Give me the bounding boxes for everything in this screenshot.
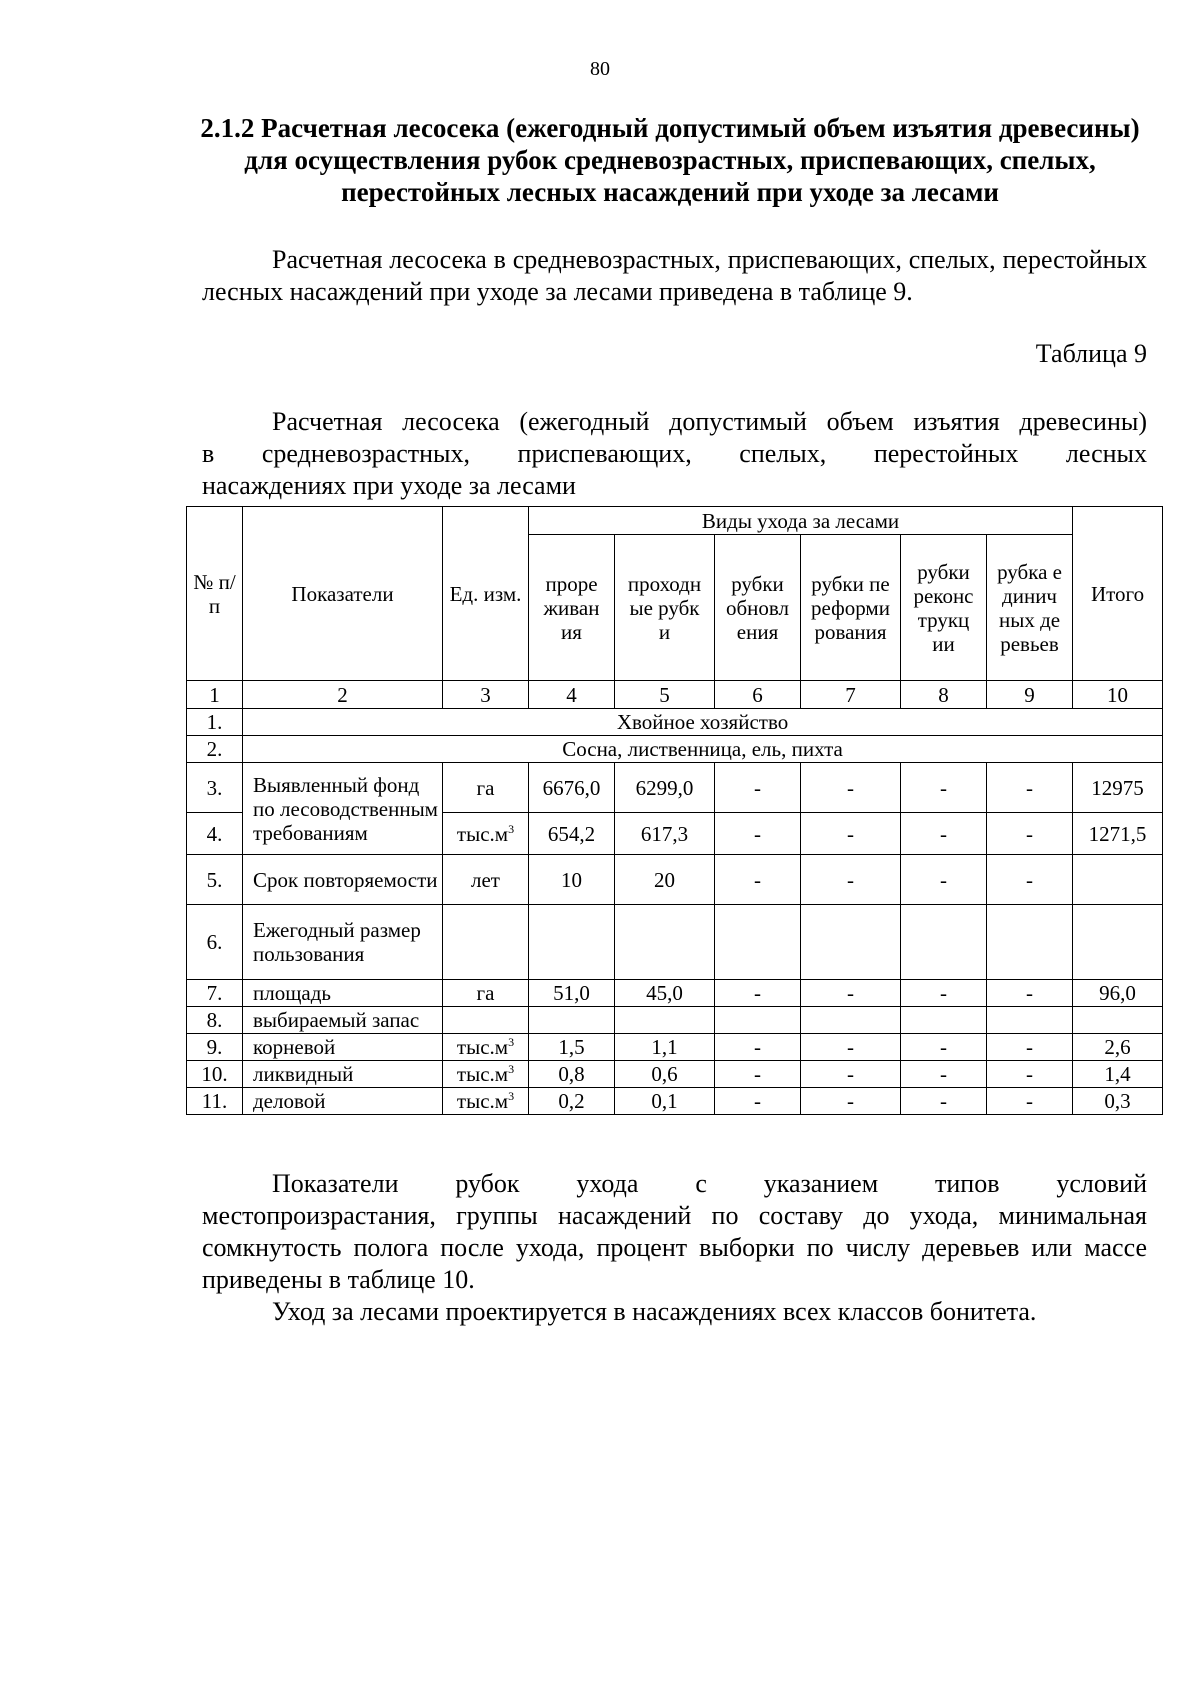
row-num: 6.	[187, 905, 243, 980]
header-care-types: Виды ухода за лесами	[529, 507, 1073, 535]
row-unit: га	[443, 763, 529, 813]
row-value: -	[901, 1088, 987, 1115]
column-number: 4	[529, 681, 615, 709]
row-value: -	[715, 813, 801, 855]
table-caption-line-2: в средневозрастных, приспевающих, спелых, перестойных лесных	[202, 439, 1147, 468]
header-type: рубки переформирования	[801, 535, 901, 681]
row-value: -	[801, 1061, 901, 1088]
row-value: -	[987, 1061, 1073, 1088]
row-unit	[443, 1034, 529, 1061]
header-unit: Ед. изм.	[443, 507, 529, 681]
row-total: 12975	[1073, 763, 1163, 813]
column-number: 5	[615, 681, 715, 709]
row-value: -	[987, 855, 1073, 905]
row-num: 7.	[187, 980, 243, 1007]
row-value: 0,2	[529, 1088, 615, 1115]
table-row	[187, 1034, 1163, 1061]
column-number: 8	[901, 681, 987, 709]
column-number: 3	[443, 681, 529, 709]
row-value	[901, 1007, 987, 1034]
row-value: -	[901, 855, 987, 905]
header-type: прореживания	[529, 535, 615, 681]
unit-superscript: 3	[508, 821, 515, 836]
table-caption-line-1: Расчетная лесосека (ежегодный допустимый объем изъятия древесины)	[272, 407, 1147, 436]
closing-paragraph-1	[202, 1168, 1147, 1296]
row-total: 1271,5	[1073, 813, 1163, 855]
section-row	[187, 709, 1163, 736]
row-value: 654,2	[529, 813, 615, 855]
row-value: -	[715, 980, 801, 1007]
row-num: 9.	[187, 1034, 243, 1061]
allowable-cut-table	[186, 506, 1163, 1115]
row-value: 6299,0	[615, 763, 715, 813]
row-total: 2,6	[1073, 1034, 1163, 1061]
column-number: 1	[187, 681, 243, 709]
row-total	[1073, 855, 1163, 905]
unit-text: тыс.м	[456, 1089, 509, 1113]
column-number: 10	[1073, 681, 1163, 709]
column-number: 7	[801, 681, 901, 709]
closing-paragraph-1-line-1: Показатели рубок ухода с указанием типов условий	[272, 1169, 1147, 1198]
row-value	[715, 1007, 801, 1034]
row-unit	[443, 1007, 529, 1034]
table-row	[187, 1007, 1163, 1034]
unit-text: тыс.м	[456, 1035, 509, 1059]
section-label: Хвойное хозяйство	[243, 709, 1163, 736]
row-num: 3.	[187, 763, 243, 813]
row-label: Ежегодный размер пользования	[243, 905, 443, 980]
row-num: 4.	[187, 813, 243, 855]
row-value: 10	[529, 855, 615, 905]
row-value: 51,0	[529, 980, 615, 1007]
row-value: -	[901, 980, 987, 1007]
row-total: 96,0	[1073, 980, 1163, 1007]
header-type: рубки реконструкции	[901, 535, 987, 681]
header-total: Итого	[1073, 507, 1163, 681]
row-label: ликвидный	[243, 1061, 443, 1088]
section-row	[187, 736, 1163, 763]
column-number: 2	[243, 681, 443, 709]
row-value	[987, 1007, 1073, 1034]
header-type: рубка единичных деревьев	[987, 535, 1073, 681]
table-row	[187, 1088, 1163, 1115]
header-indicator: Показатели	[243, 507, 443, 681]
section-title: 2.1.2 Расчетная лесосека (ежегодный допустимый объем изъятия древесины) для осуществления рубок средневозрастных, приспевающих, спелых, перестойных лесных насаждений при уходе за лесами	[200, 113, 1140, 207]
table-row	[187, 980, 1163, 1007]
row-value: -	[715, 763, 801, 813]
row-value: -	[715, 1061, 801, 1088]
closing-paragraph-2: Уход за лесами проектируется в насаждениях всех классов бонитета.	[272, 1297, 1037, 1326]
row-value: -	[901, 763, 987, 813]
row-value: -	[801, 980, 901, 1007]
row-total	[1073, 905, 1163, 980]
page-number: 80	[590, 58, 610, 80]
row-unit: лет	[443, 855, 529, 905]
row-unit	[443, 1088, 529, 1115]
unit-text: тыс.м	[456, 821, 509, 846]
row-value	[901, 905, 987, 980]
row-value: -	[987, 980, 1073, 1007]
row-label: корневой	[243, 1034, 443, 1061]
row-value	[615, 905, 715, 980]
unit-text: тыс.м	[456, 1062, 509, 1086]
row-value: 1,1	[615, 1034, 715, 1061]
row-label: Срок повторяемости	[243, 855, 443, 905]
row-value: -	[987, 1088, 1073, 1115]
column-number-row	[187, 681, 1163, 709]
row-value	[529, 905, 615, 980]
row-unit	[443, 813, 529, 855]
unit-superscript: 3	[508, 1062, 515, 1076]
table-label: Таблица 9	[1035, 339, 1147, 368]
header-row-1	[187, 507, 1163, 535]
row-value	[801, 905, 901, 980]
row-value: -	[801, 855, 901, 905]
row-num: 1.	[187, 709, 243, 736]
row-value: -	[715, 1088, 801, 1115]
row-value: -	[801, 813, 901, 855]
row-value: 1,5	[529, 1034, 615, 1061]
row-value: -	[801, 1034, 901, 1061]
table-row	[187, 1061, 1163, 1088]
table-row	[187, 905, 1163, 980]
header-num: № п/п	[187, 507, 243, 681]
row-label: выбираемый запас	[243, 1007, 443, 1034]
row-value: -	[715, 855, 801, 905]
row-value	[615, 1007, 715, 1034]
row-value: -	[901, 813, 987, 855]
row-total: 0,3	[1073, 1088, 1163, 1115]
row-value	[801, 1007, 901, 1034]
row-value: -	[901, 1061, 987, 1088]
row-value: 0,1	[615, 1088, 715, 1115]
row-unit	[443, 1061, 529, 1088]
row-num: 2.	[187, 736, 243, 763]
column-number: 9	[987, 681, 1073, 709]
row-total	[1073, 1007, 1163, 1034]
header-type: проходные рубки	[615, 535, 715, 681]
row-value: 0,8	[529, 1061, 615, 1088]
section-label: Сосна, лиственница, ель, пихта	[243, 736, 1163, 763]
row-num: 8.	[187, 1007, 243, 1034]
row-value: -	[987, 813, 1073, 855]
table-row	[187, 763, 1163, 813]
row-value: -	[901, 1034, 987, 1061]
row-value: 617,3	[615, 813, 715, 855]
table-caption-line-3: насаждениях при уходе за лесами	[202, 471, 576, 500]
row-value: 0,6	[615, 1061, 715, 1088]
row-value	[987, 905, 1073, 980]
row-num: 10.	[187, 1061, 243, 1088]
row-num: 11.	[187, 1088, 243, 1115]
row-value: 6676,0	[529, 763, 615, 813]
fund-label: Выявленный фонд по лесоводственным требованиям	[243, 763, 443, 855]
row-value: -	[801, 763, 901, 813]
row-num: 5.	[187, 855, 243, 905]
row-unit: га	[443, 980, 529, 1007]
table-caption	[202, 406, 1147, 502]
unit-superscript: 3	[508, 1035, 515, 1049]
intro-paragraph: Расчетная лесосека в средневозрастных, приспевающих, спелых, перестойных лесных насаждений при уходе за лесами приведена в таблице 9.	[202, 245, 1147, 306]
table-row	[187, 855, 1163, 905]
header-type: рубки обновления	[715, 535, 801, 681]
row-value: 20	[615, 855, 715, 905]
row-value: 45,0	[615, 980, 715, 1007]
row-value	[529, 1007, 615, 1034]
row-total: 1,4	[1073, 1061, 1163, 1088]
closing-paragraph-1-rest: местопроизрастания, группы насаждений по составу до ухода, минимальная сомкнутость полога после ухода, процент выборки по числу деревьев или массе приведены в таблице 10.	[202, 1201, 1147, 1294]
row-value	[715, 905, 801, 980]
row-unit	[443, 905, 529, 980]
row-label: деловой	[243, 1088, 443, 1115]
unit-superscript: 3	[508, 1089, 515, 1103]
row-label: площадь	[243, 980, 443, 1007]
row-value: -	[987, 763, 1073, 813]
row-value: -	[715, 1034, 801, 1061]
row-value: -	[987, 1034, 1073, 1061]
column-number: 6	[715, 681, 801, 709]
row-value: -	[801, 1088, 901, 1115]
